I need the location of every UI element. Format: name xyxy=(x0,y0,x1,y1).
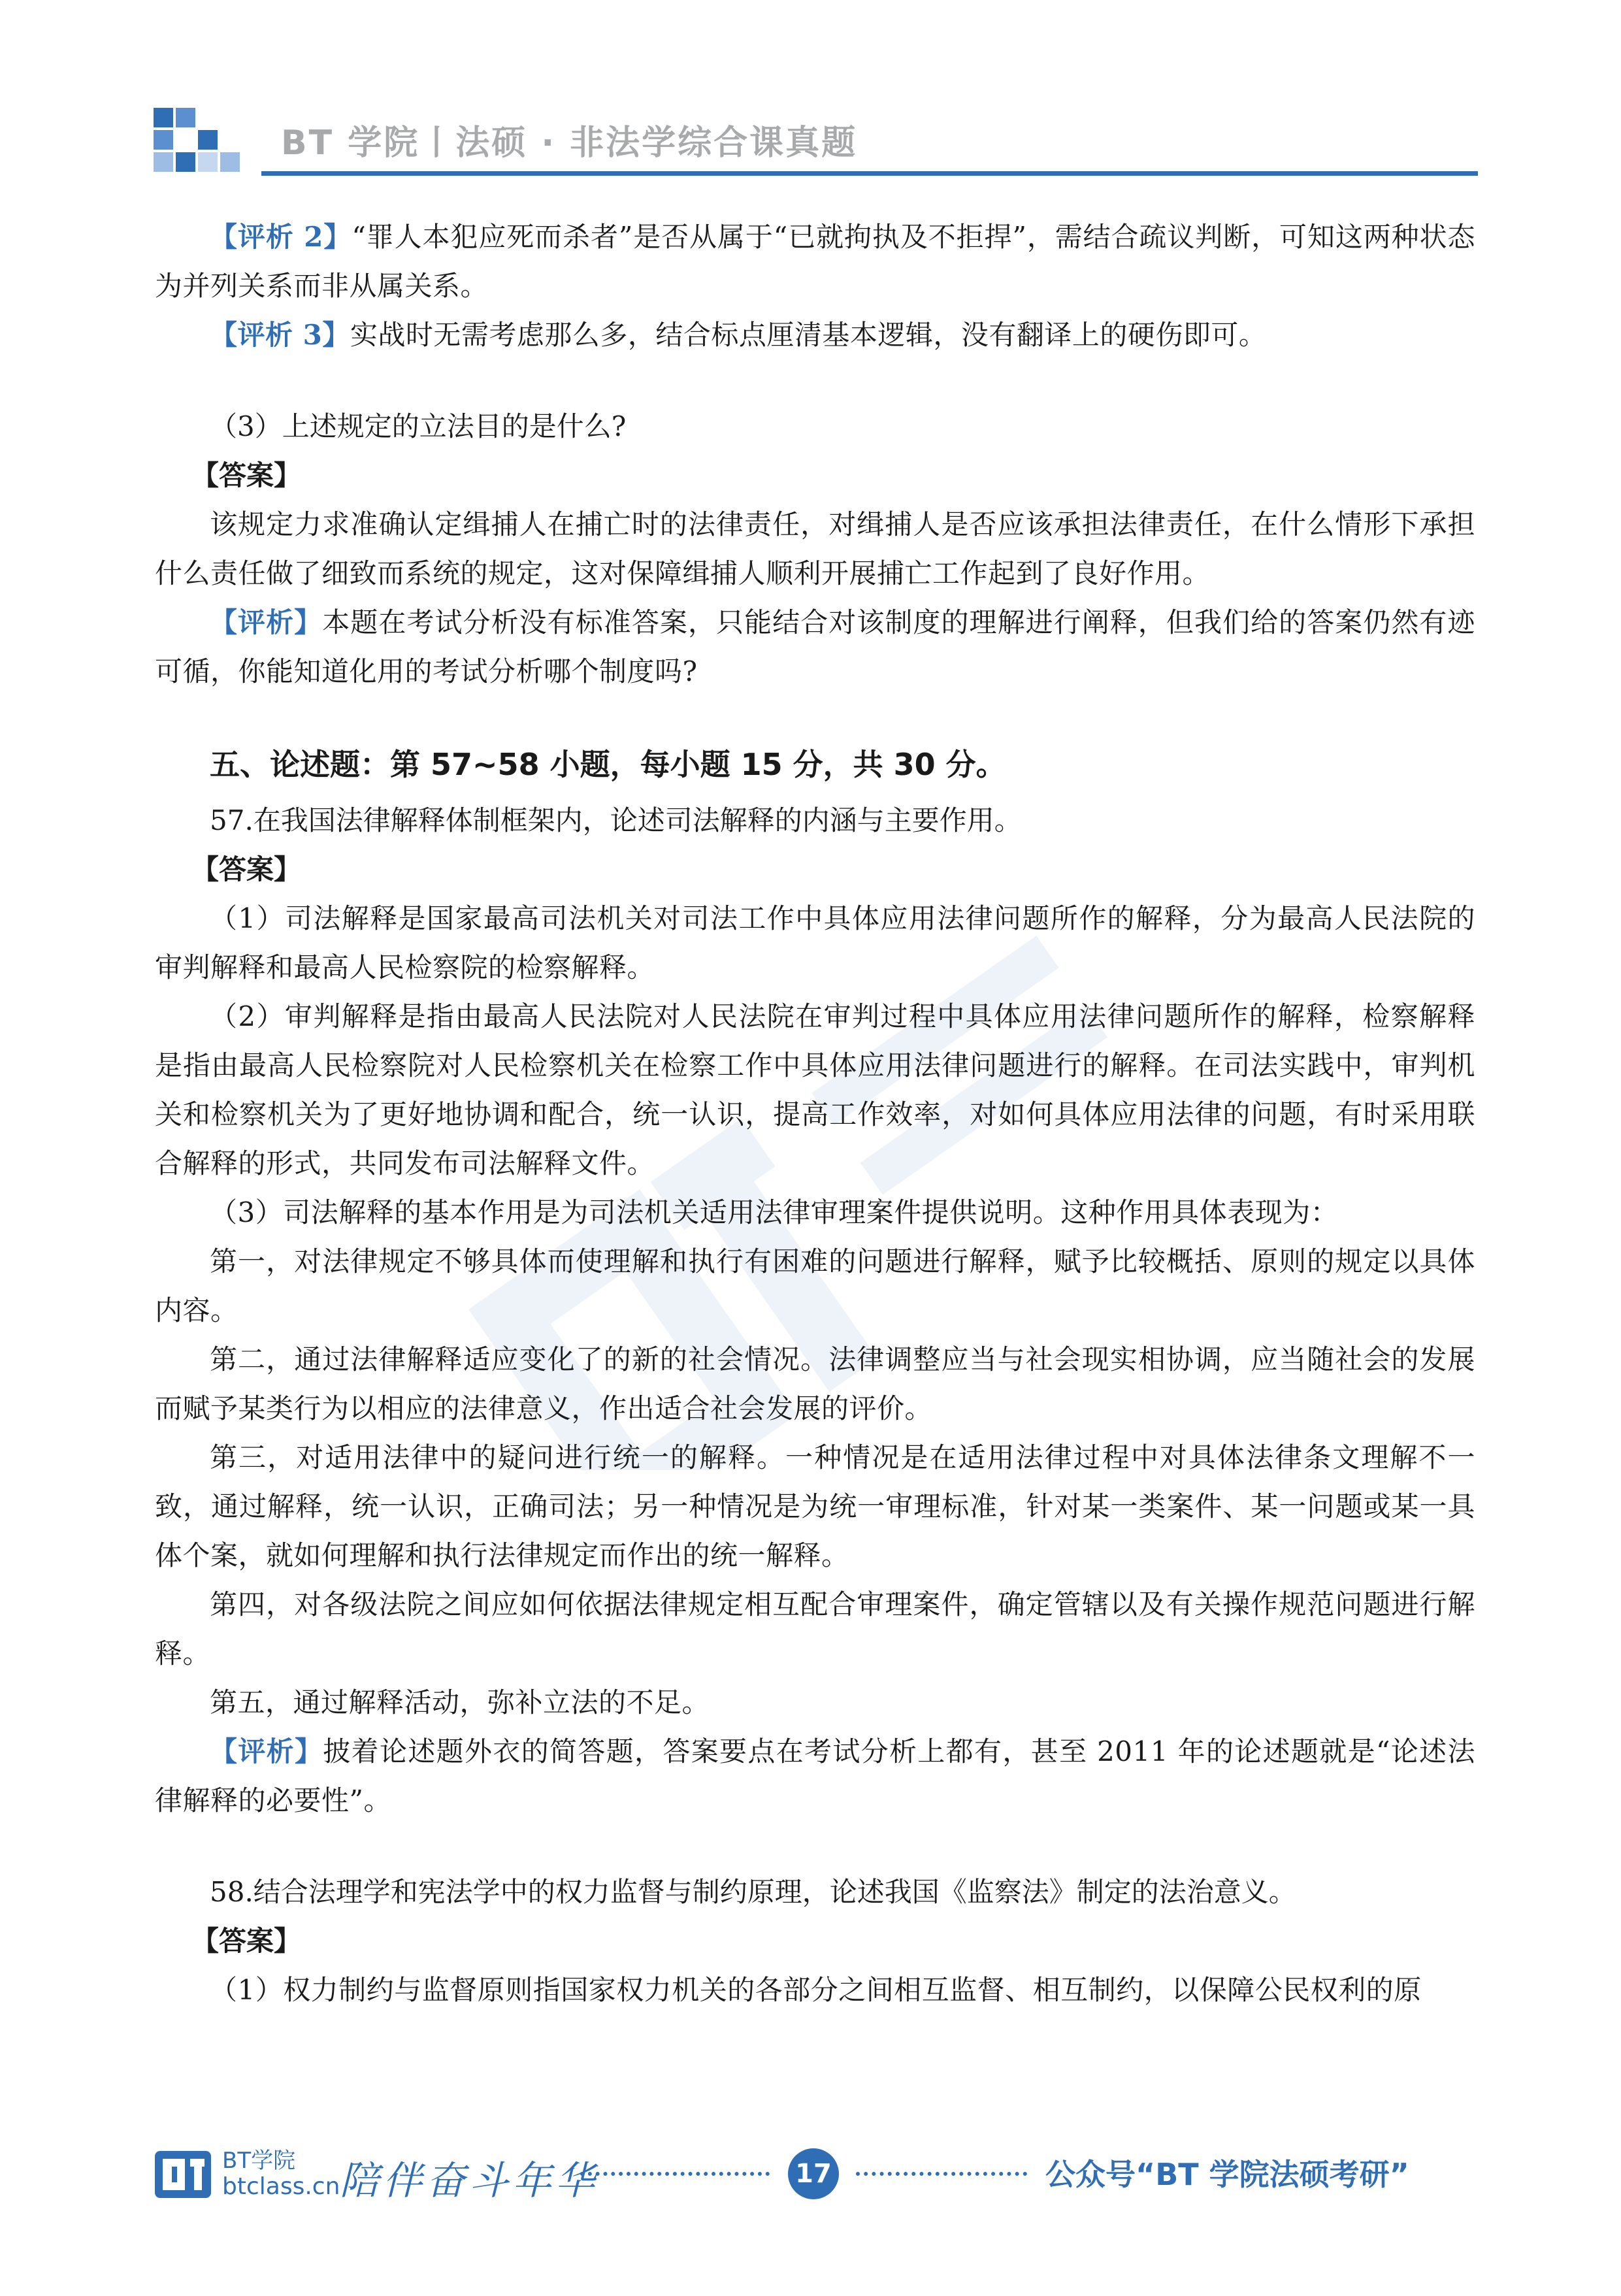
analysis-tag: 【评析】 xyxy=(210,1735,323,1767)
analysis-paragraph xyxy=(155,598,1475,696)
answer-57-point-3: 第三，对适用法律中的疑问进行统一的解释。一种情况是在适用法律过程中对具体法律条文理解不一致，通过解释，统一认识，正确司法；另一种情况是为统一审理标准，针对某一类案件、某一问题或某一具体个案，就如何理解和执行法律规定而作出的统一解释。 xyxy=(155,1441,1475,1571)
analysis-text: 实战时无需考虑那么多，结合标点厘清基本逻辑，没有翻译上的硬伤即可。 xyxy=(350,319,1267,351)
section-heading-essay: 五、论述题：第 57~58 小题，每小题 15 分，共 30 分。 xyxy=(210,747,1006,782)
answer-label: 【答案】 xyxy=(191,1925,302,1957)
analysis-text: “罪人本犯应死而杀者”是否从属于“已就拘执及不拒捍”，需结合疏议判断，可知这两种状态为并列关系而非从属关系。 xyxy=(155,221,1475,302)
analysis-tag: 【评析】 xyxy=(210,606,323,638)
footer-brand xyxy=(222,2148,340,2201)
header-logo-squares-icon xyxy=(154,108,258,173)
bt-logo-icon xyxy=(155,2148,214,2201)
footer-wechat-account: 公众号“BT 学院法硕考研” xyxy=(1045,2157,1409,2192)
answer-57-part-3: （3）司法解释的基本作用是为司法机关适用法律审理案件提供说明。这种作用具体表现为： xyxy=(210,1196,1339,1228)
question-58: 58.结合法理学和宪法学中的权力监督与制约原理，论述我国《监察法》制定的法治意义。 xyxy=(210,1876,1296,1908)
footer-brand-url: btclass.cn xyxy=(222,2173,340,2200)
analysis-paragraph-3 xyxy=(155,310,1475,359)
answer-57-part-2: （2）审判解释是指由最高人民法院对人民法院在审判过程中具体应用法律问题所作的解释，检察解释是指由最高人民检察院对人民检察机关在检察工作中具体应用法律问题进行的解释。在司法实践中，审判机关和检察机关为了更好地协调和配合，统一认识，提高工作效率，对如何具体应用法律的问题，有时采用联合解释的形式，共同发布司法解释文件。 xyxy=(155,1000,1475,1179)
analysis-paragraph-57 xyxy=(155,1727,1475,1825)
question-3: （3）上述规定的立法目的是什么? xyxy=(210,410,627,442)
footer-dotted-divider-left xyxy=(580,2172,770,2176)
answer-label: 【答案】 xyxy=(191,853,302,885)
answer-label: 【答案】 xyxy=(191,459,302,491)
answer-57-point-5: 第五，通过解释活动，弥补立法的不足。 xyxy=(210,1686,710,1718)
page-content xyxy=(155,212,1475,2014)
answer-57-point-4: 第四，对各级法院之间应如何依据法律规定相互配合审理案件，确定管辖以及有关操作规范问题进行解释。 xyxy=(155,1588,1475,1669)
answer-57-part-1: （1）司法解释是国家最高司法机关对司法工作中具体应用法律问题所作的解释，分为最高人民法院的审判解释和最高人民检察院的检察解释。 xyxy=(155,902,1475,983)
question-57: 57.在我国法律解释体制框架内，论述司法解释的内涵与主要作用。 xyxy=(210,804,1022,836)
footer-brand-name: BT学院 xyxy=(222,2148,296,2174)
footer-dotted-divider-right xyxy=(856,2172,1027,2176)
page-footer xyxy=(0,2130,1621,2215)
analysis-paragraph-2 xyxy=(155,212,1475,310)
analysis-tag: 【评析 3】 xyxy=(210,319,350,351)
answer-57-point-2: 第二，通过法律解释适应变化了的新的社会情况。法律调整应当与社会现实相协调，应当随社会的发展而赋予某类行为以相应的法律意义，作出适合社会发展的评价。 xyxy=(155,1343,1475,1424)
answer-57-point-1: 第一，对法律规定不够具体而使理解和执行有困难的问题进行解释，赋予比较概括、原则的规定以具体内容。 xyxy=(155,1245,1475,1326)
page-header xyxy=(0,0,1621,196)
footer-slogan: 陪伴奋斗年华 xyxy=(340,2158,598,2204)
page-number: 17 xyxy=(788,2148,839,2199)
header-title: BT 学院丨法硕 · 非法学综合课真题 xyxy=(281,123,858,163)
analysis-text: 本题在考试分析没有标准答案，只能结合对该制度的理解进行阐释，但我们给的答案仍然有迹可循，你能知道化用的考试分析哪个制度吗? xyxy=(155,606,1475,687)
answer-58-part-1: （1）权力制约与监督原则指国家权力机关的各部分之间相互监督、相互制约，以保障公民权利的原 xyxy=(210,1974,1422,2006)
answer-3-text: 该规定力求准确认定缉捕人在捕亡时的法律责任，对缉捕人是否应该承担法律责任，在什么情形下承担什么责任做了细致而系统的规定，这对保障缉捕人顺利开展捕亡工作起到了良好作用。 xyxy=(155,508,1475,589)
header-divider xyxy=(261,171,1478,176)
analysis-tag: 【评析 2】 xyxy=(210,221,352,253)
analysis-text: 披着论述题外衣的简答题，答案要点在考试分析上都有，甚至 2011 年的论述题就是“论述法律解释的必要性”。 xyxy=(155,1735,1475,1816)
